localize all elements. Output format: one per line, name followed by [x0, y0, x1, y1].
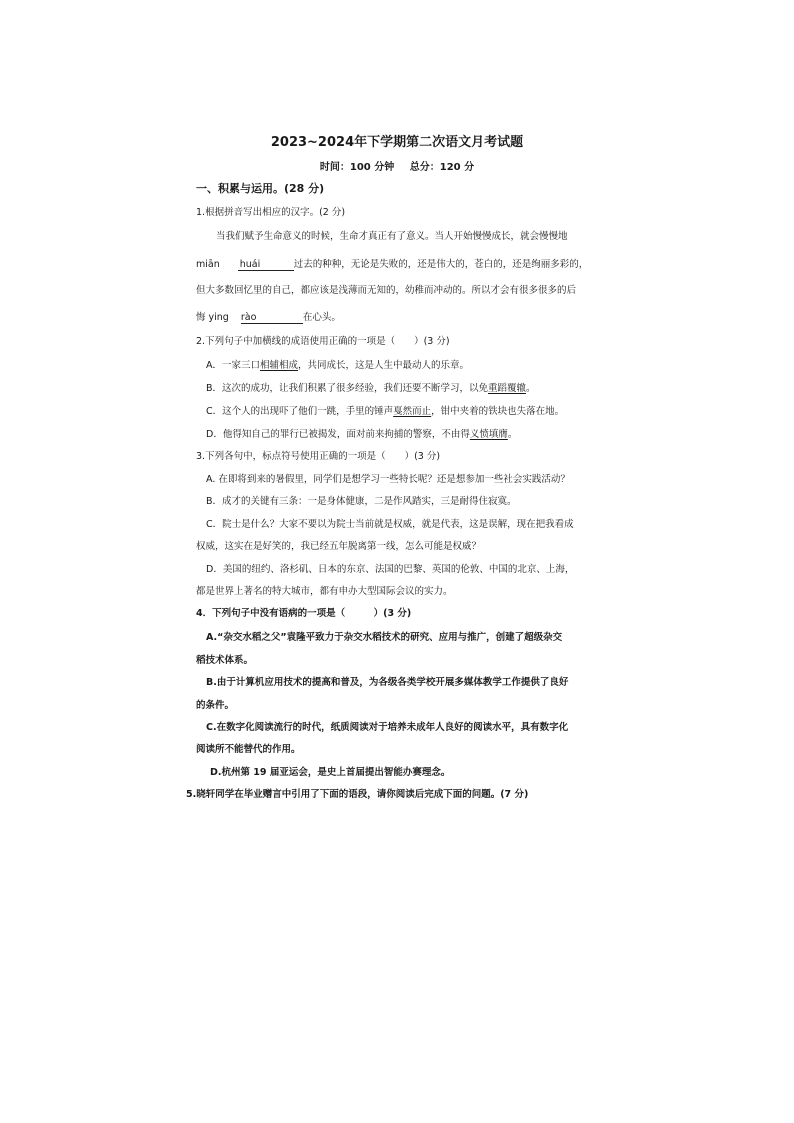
question-4-prompt: 4．下列句子中没有语病的一项是（ ）(3 分) [196, 608, 412, 619]
option-c-idiom: 戛然而止 [393, 406, 432, 417]
option-c-text-end: ，钳中夹着的铁块也失落在地。 [431, 406, 565, 417]
pinyin-ying: 悔 ying [196, 312, 229, 323]
question-1-line-3: 但大多数回忆里的自己，都应该是浅薄而无知的，幼稚而冲动的。所以才会有很多很多的后 [196, 285, 577, 296]
question-5-prompt: 5.晓轩同学在毕业赠言中引用了下面的语段，请你阅读后完成下面的问题。(7 分) [186, 789, 529, 800]
option-a-text: A．一家三口 [206, 360, 260, 371]
pinyin-mian: miān [196, 259, 220, 270]
question-3-option-c-line-2: 权威，这实在是好笑的，我已经五年脱离第一线，怎么可能是权威？ [196, 541, 482, 552]
option-a-idiom: 相辅相成 [260, 360, 299, 371]
option-a-text-end: ，共同成长，这是人生中最动人的乐章。 [298, 360, 470, 371]
exam-meta [0, 158, 794, 173]
option-b-text-end: 。 [526, 383, 536, 394]
exam-time: 时间：100 分钟 [319, 162, 395, 173]
option-d-text-end: 。 [507, 429, 518, 440]
answer-blank-1[interactable] [238, 259, 294, 271]
question-3-option-d-line-1: D．美国的纽约、洛杉矶、日本的东京、法国的巴黎、英国的伦敦、中国的北京、上海， [206, 564, 575, 575]
question-3-option-d-line-2: 都是世界上著名的特大城市，都有申办大型国际会议的实力。 [196, 586, 453, 597]
question-4-option-a-line-2: 稻技术体系。 [196, 655, 254, 666]
question-4-option-b-line-1: B.由于计算机应用技术的提高和普及，为各级各类学校开展多媒体教学工作提供了良好 [206, 677, 569, 688]
question-1-prompt: 1.根据拼音写出相应的汉字。(2 分) [196, 207, 346, 218]
question-4-option-b-line-2: 的条件。 [196, 700, 235, 711]
pinyin-rao: rào [240, 312, 257, 323]
question-4-option-c-line-2: 阅读所不能替代的作用。 [196, 744, 301, 755]
question-2-prompt: 2.下列句子中加横线的成语使用正确的一项是（ ）(3 分) [196, 336, 450, 347]
question-4-option-d: D.杭州第 19 届亚运会，是史上首届提出智能办赛理念。 [210, 767, 451, 778]
question-4-option-a-line-1: A.“杂交水稻之父”袁隆平致力于杂交水稻技术的研究、应用与推广，创建了超级杂交 [206, 632, 563, 643]
option-d-idiom: 义愤填膺 [469, 429, 508, 440]
question-3-option-b: B．成才的关键有三条：一是身体健康，二是作风踏实，三是耐得住寂寞。 [206, 496, 517, 507]
question-1-line-2 [196, 256, 588, 271]
exam-title: 2023~2024年下学期第二次语文月考试题 [270, 135, 524, 150]
exam-score: 总分：120 分 [409, 162, 475, 173]
question-1-line-2-text: 过去的种种，无论是失败的，还是伟大的，苍白的，还是绚丽多彩的， [293, 259, 589, 270]
question-1-line-4-text: 在心头。 [302, 312, 341, 323]
option-d-text: D．他得知自己的罪行已被揭发，面对前来拘捕的警察，不由得 [206, 429, 470, 440]
question-2-option-a [206, 357, 469, 371]
pinyin-huai: huái [239, 259, 261, 270]
option-c-text: C．这个人的出现吓了他们一跳，手里的锤声 [206, 406, 394, 417]
question-2-option-b [206, 380, 536, 394]
question-3-prompt: 3.下列各句中，标点符号使用正确的一项是（ ）(3 分) [196, 451, 441, 462]
question-3-option-a: A. 在即将到来的暑假里，同学们是想学习一些特长呢？还是想参加一些社会实践活动？ [206, 474, 570, 485]
option-b-idiom: 重蹈覆辙 [488, 383, 527, 394]
question-2-option-d [206, 426, 517, 440]
question-1-line-4 [196, 309, 341, 324]
section-heading-1: 一、积累与运用。(28 分) [196, 182, 325, 195]
answer-blank-2[interactable] [241, 312, 303, 324]
question-1-line-1: 当我们赋予生命意义的时候，生命才真正有了意义。当人开始慢慢成长，就会慢慢地 [216, 231, 568, 242]
option-b-text: B．这次的成功，让我们积累了很多经验，我们还要不断学习，以免 [206, 383, 489, 394]
question-4-option-c-line-1: C.在数字化阅读流行的时代，纸质阅读对于培养未成年人良好的阅读水平，具有数字化 [206, 722, 569, 733]
question-3-option-c-line-1: C．院士是什么？大家不要以为院士当前就是权威，就是代表，这是误解，现在把我看成 [206, 519, 574, 530]
question-2-option-c [206, 403, 564, 417]
